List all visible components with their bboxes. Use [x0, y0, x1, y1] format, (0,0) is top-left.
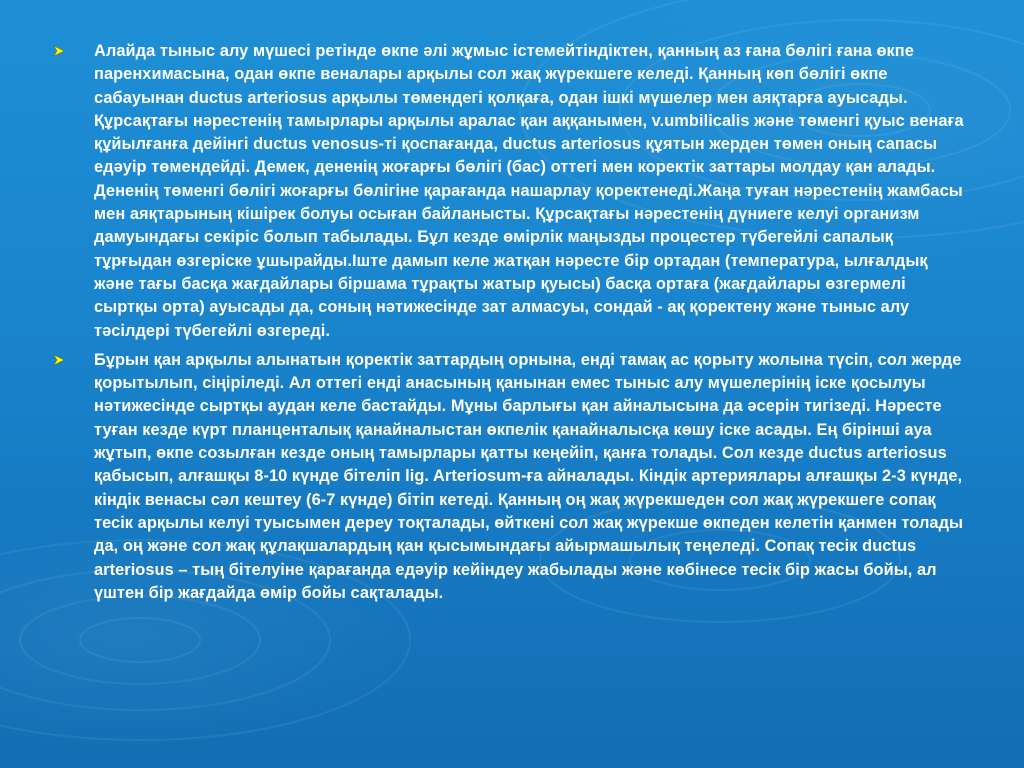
- arrow-bullet-icon: [52, 44, 66, 58]
- bullet-text: Алайда тыныс алу мүшесі ретінде өкпе әлі жұмыс істемейтіндіктен, қанның аз ғана бөлігі ғана өкпе паренхимасына, одан өкпе веналары арқылы сол жақ жүрекшеге келеді. Қанның көп бөлігі өкпе сабауынан ductus arteriosus арқылы төмендегі қолқаға, одан ішкі мүшелер мен аяқтарға ауысады. Құрсақтағы нәрестенің тамырлары арқылы аралас қан аққанымен, v.umbilicalis және төменгі қуыс венаға құйылғанға дейінгі ductus venosus-ті қоспағанда, ductus arteriosus құятын жерден төмен оның сапасы едәуір төмендейді. Демек, дененің жоғарғы бөлігі (бас) оттегі мен коректік заттары молдау қан алады. Дененің төменгі бөлігі жоғарғы бөлігіне қарағанда нашарлау қоректенеді.Жаңа туған нәрестенің жамбасы мен аяқтарының кішірек болуы осыған байланысты. Құрсақтағы нәрестенің дүниеге келуі организм дамуындағы секіріс болып табылады. Бұл кезде өмірлік маңызды процестер түбегейлі сапалық тұрғыдан өзгеріске ұшырайды.Іште дамып келе жатқан нәресте бір ортадан (температура, ылғалдық және тағы басқа жағдайлары біршама тұрақты жатыр қуысы) басқа ортаға (жағдайлары өзгермелі сыртқы орта) ауысады да, соның нәтижесінде зат алмасуы, сондай - ақ қоректену және тыныс алу тәсілдері түбегейлі өзгереді.: [94, 42, 964, 340]
- bullet-item: [52, 349, 964, 605]
- bullet-text: Бұрын қан арқылы алынатын қоректік заттардың орнына, енді тамақ ас қорыту жолына түсіп, сол жерде қорытылып, сіңіріледі. Ал оттегі енді анасының қанынан емес тыныс алу мүшелерінің іске қосылуы нәтижесінде сыртқы аудан келе бастайды. Мұны барлығы қан айналысына да әсерін тигізеді. Нәресте туған кезде күрт планценталық қанайналыстан өкпелік қанайналысқа көшу іске асады. Ең бірінші ауа жұтып, өкпе созылған кезде оның тамырлары қатты кеңейіп, қанға толады. Сол кезде ductus arteriosus қабысып, алғашқы 8-10 күнде бітеліп lig. Arteriosum-ға айналады. Кіндік артериялары алғашқы 2-3 күнде, кіндік венасы сәл кештеу (6-7 күнде) бітіп кетеді. Қанның оң жақ жүрекшеден сол жақ жүрекшеге сопақ тесік арқылы келуі туысымен дереу тоқталады, өйткені сол жақ жүрекше өкпеден келетін қанмен толады да, оң және сол жақ құлақшалардың қан қысымындағы айырмашылық теңеледі. Сопақ тесік ductus arteriosus – тың бітелуіне қарағанда едәуір кейіндеу жабылады және көбінесе тесік бір жасы бойы, ал үштен бір жағдайда өмір бойы сақталады.: [94, 350, 964, 602]
- slide-content: [52, 40, 964, 611]
- bullet-item: [52, 40, 964, 343]
- arrow-bullet-icon: [52, 353, 66, 367]
